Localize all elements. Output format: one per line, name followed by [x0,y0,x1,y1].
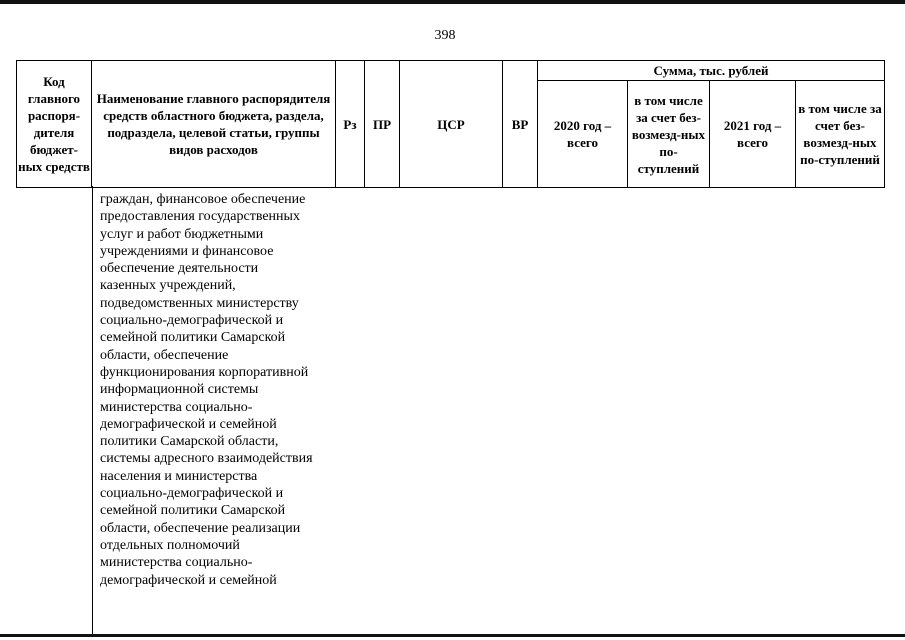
header-2021-free: в том числе за счет без-возмезд-ных по-ступлений [796,81,885,188]
budget-table-header [16,60,885,188]
header-pr: ПР [365,61,400,188]
header-2020-free: в том числе за счет без-возмезд-ных по-ступлений [628,81,710,188]
header-vr: ВР [503,61,538,188]
header-2021-total: 2021 год – всего [710,81,796,188]
header-2020-total: 2020 год – всего [538,81,628,188]
bottom-border [0,634,905,637]
page-number: 398 [434,28,456,43]
row-description: граждан, финансовое обеспечение предоставления государственных услуг и работ бюджетными учреждениями и финансовое обеспечение деятельности казенных учреждений, подведомственных министерству социально-демографической и семейной политики Самарской области, обеспечение функционирования корпоративной информационной системы министерства социально- демографической и семейной политики Самарской области, системы адресного взаимодействия населения и министерства социально-демографической и семейной политики Самарской области, обеспечение реализации отдельных полномочий министерства социально- демографической и семейной [100,192,313,588]
header-sum-group: Сумма, тыс. рублей [538,61,885,81]
header-name: Наименование главного распорядителя средств областного бюджета, раздела, подраздела, целевой статьи, группы видов расходов [92,61,336,188]
header-csr: ЦСР [400,61,503,188]
header-code: Код главного распоря-дителя бюджет-ных средств [17,61,92,188]
header-rz: Рз [336,61,365,188]
column-divider [92,186,93,634]
top-border [0,0,905,4]
